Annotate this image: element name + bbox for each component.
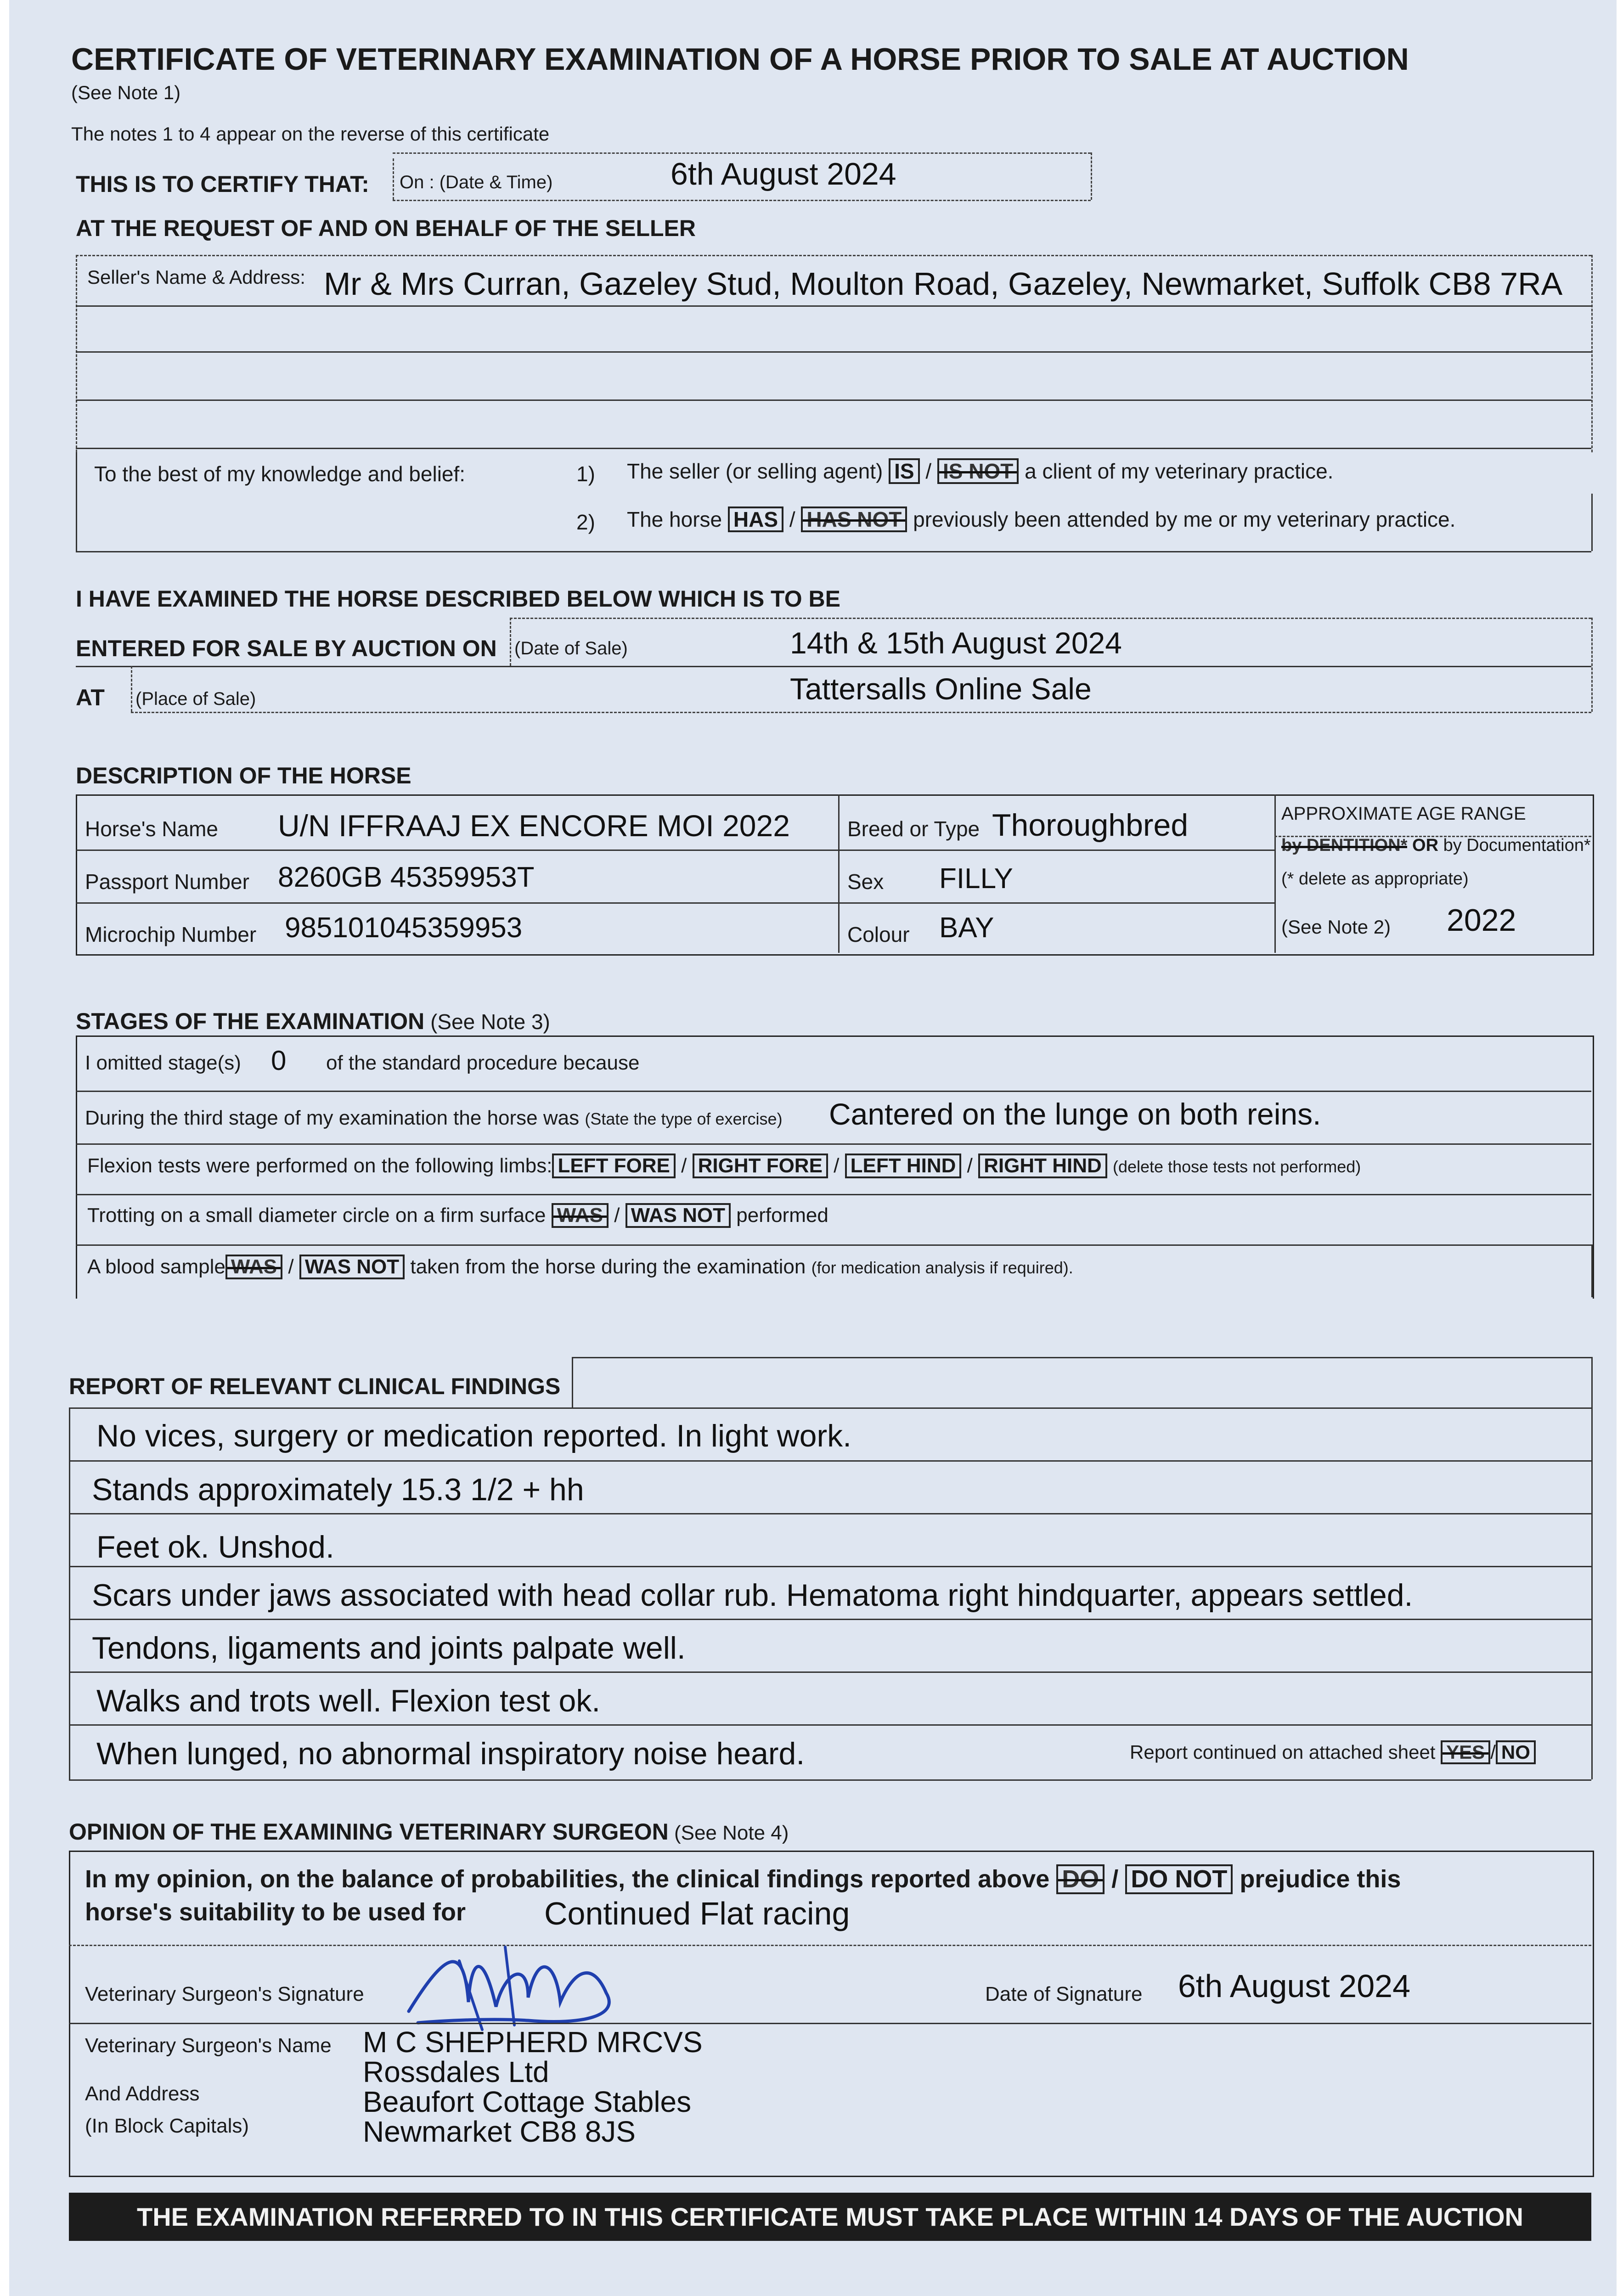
trot-was-not-option[interactable]: WAS NOT [626,1203,731,1228]
blood-sep: / [288,1255,294,1278]
q2-pre: The horse [627,507,722,531]
horse-name-label: Horse's Name [85,817,218,841]
stages-note: (See Note 3) [430,1010,550,1034]
age-method [1281,836,1591,855]
intended-use-value[interactable]: Continued Flat racing [544,1896,850,1931]
footer-banner [69,2193,1591,2241]
vet-address-line-1[interactable]: Rossdales Ltd [363,2055,549,2088]
age-value[interactable]: 2022 [1447,903,1516,938]
q1-number: 1) [576,462,595,486]
at-label: AT [76,685,105,710]
age-range-label: APPROXIMATE AGE RANGE [1281,804,1526,824]
sex-value[interactable]: FILLY [939,863,1013,895]
blood-post: taken from the horse during the examination [410,1255,806,1278]
signature-label: Veterinary Surgeon's Signature [85,1983,364,2005]
q2-number: 2) [576,510,595,534]
certificate-page [9,0,1617,2296]
on-date-label: On : (Date & Time) [400,172,553,192]
certify-label: THIS IS TO CERTIFY THAT: [76,171,369,197]
third-stage-value[interactable]: Cantered on the lunge on both reins. [829,1097,1321,1131]
attended-has-option[interactable]: HAS [728,506,783,532]
finding-line-4[interactable]: Scars under jaws associated with head collar rub. Hematoma right hindquarter, appears settled. [92,1578,1413,1613]
date-of-sale-label: (Date of Sale) [514,638,628,658]
opinion-text-post: prejudice this [1240,1865,1401,1893]
client-is-not-option[interactable]: IS NOT [937,458,1019,484]
finding-line-1[interactable]: No vices, surgery or medication reported. In light work. [96,1418,852,1453]
colour-label: Colour [847,923,910,946]
q2-sep: / [789,507,795,531]
flexion-sep-2: / [834,1154,840,1177]
continued-no-option[interactable]: NO [1496,1740,1536,1764]
q1-sep: / [925,459,932,483]
vet-name-value[interactable]: M C SHEPHERD MRCVS [363,2026,703,2059]
flexion-label: Flexion tests were performed on the following limbs: [87,1154,552,1177]
examined-label: I HAVE EXAMINED THE HORSE DESCRIBED BELOW WHICH IS TO BE [76,586,840,612]
q1-pre: The seller (or selling agent) [627,459,883,483]
opinion-note: (See Note 4) [674,1822,789,1844]
trot-was-option[interactable]: WAS [552,1203,609,1228]
date-of-signature-value[interactable]: 6th August 2024 [1178,1968,1410,2004]
attended-question [627,506,1455,532]
opinion-text-pre: In my opinion, on the balance of probabilities, the clinical findings reported above [85,1865,1050,1893]
continued-sep: / [1490,1741,1496,1763]
age-see-note: (See Note 2) [1281,916,1391,938]
q2-post: previously been attended by me or my veterinary practice. [913,507,1456,531]
seller-label: Seller's Name & Address: [87,266,305,288]
client-question [627,458,1333,484]
flexion-left-hind[interactable]: LEFT HIND [845,1154,962,1178]
blood-was-option[interactable]: WAS [225,1255,282,1279]
sex-label: Sex [847,870,884,894]
stages-heading-row [76,1008,550,1035]
microchip-value[interactable]: 985101045359953 [285,912,523,944]
date-of-signature-label: Date of Signature [985,1983,1143,2005]
opinion-heading-row [69,1818,789,1845]
flexion-row [87,1154,1361,1178]
flexion-right-fore[interactable]: RIGHT FORE [693,1154,828,1178]
footer-banner-text: THE EXAMINATION REFERRED TO IN THIS CERTIFICATE MUST TAKE PLACE WITHIN 14 DAYS OF THE AUCTION [137,2202,1523,2231]
seller-value[interactable]: Mr & Mrs Curran, Gazeley Stud, Moulton Road, Gazeley, Newmarket, Suffolk CB8 7RA [324,266,1563,302]
knowledge-label: To the best of my knowledge and belief: [94,462,466,486]
age-delete-note: (* delete as appropriate) [1281,869,1469,889]
exam-date-value[interactable]: 6th August 2024 [671,157,896,191]
date-of-sale-value[interactable]: 14th & 15th August 2024 [790,626,1122,660]
flexion-note: (delete those tests not performed) [1112,1157,1361,1176]
blood-row [87,1255,1073,1279]
opinion-sep: / [1111,1865,1119,1893]
third-stage-label: During the third stage of my examination the horse was [85,1107,580,1129]
omitted-row [85,1052,241,1075]
opinion-statement [85,1864,1401,1894]
vet-name-label: Veterinary Surgeon's Name [85,2034,332,2057]
omitted-value[interactable]: 0 [271,1045,287,1076]
continued-row [1130,1740,1536,1764]
certificate-title: CERTIFICATE OF VETERINARY EXAMINATION OF A HORSE PRIOR TO SALE AT AUCTION [71,42,1409,77]
flexion-sep-3: / [967,1154,973,1177]
continued-yes-option[interactable]: YES [1441,1740,1490,1764]
flexion-left-fore[interactable]: LEFT FORE [552,1154,675,1178]
blood-note: (for medication analysis if required). [811,1258,1073,1277]
client-is-option[interactable]: IS [889,458,919,484]
finding-line-5[interactable]: Tendons, ligaments and joints palpate well. [92,1631,686,1666]
place-of-sale-value[interactable]: Tattersalls Online Sale [790,672,1092,706]
finding-line-2[interactable]: Stands approximately 15.3 1/2 + hh [92,1472,584,1507]
finding-line-3[interactable]: Feet ok. Unshod. [96,1530,334,1564]
description-heading: DESCRIPTION OF THE HORSE [76,763,411,788]
breed-value[interactable]: Thoroughbred [992,808,1189,843]
omitted-pre: I omitted stage(s) [85,1052,241,1074]
continued-label: Report continued on attached sheet [1130,1741,1436,1763]
finding-line-6[interactable]: Walks and trots well. Flexion test ok. [96,1683,601,1718]
colour-value[interactable]: BAY [939,912,994,944]
trot-post: performed [736,1204,828,1227]
opinion-heading: OPINION OF THE EXAMINING VETERINARY SURGEON [69,1819,669,1845]
attended-has-not-option[interactable]: HAS NOT [801,506,907,532]
vet-address-label: And Address [85,2082,200,2105]
findings-heading: REPORT OF RELEVANT CLINICAL FINDINGS [69,1373,561,1399]
blood-pre: A blood sample [87,1255,225,1278]
microchip-label: Microchip Number [85,923,257,946]
third-stage-note: (State the type of exercise) [585,1109,783,1128]
flexion-right-hind[interactable]: RIGHT HIND [978,1154,1107,1178]
age-by-dentition[interactable]: by DENTITION* [1281,836,1408,855]
omitted-post: of the standard procedure because [326,1052,640,1074]
finding-line-7[interactable]: When lunged, no abnormal inspiratory noise heard. [96,1736,805,1771]
flexion-sep-1: / [681,1154,687,1177]
see-note-1: (See Note 1) [71,82,181,103]
q1-post: a client of my veterinary practice. [1025,459,1334,483]
trot-sep: / [614,1204,620,1227]
third-stage-row [85,1107,783,1130]
place-of-sale-label: (Place of Sale) [135,689,256,709]
age-or: OR [1412,836,1439,855]
horse-name-value[interactable]: U/N IFFRAAJ EX ENCORE MOI 2022 [278,809,790,843]
age-by-documentation[interactable]: by Documentation* [1443,836,1591,855]
vet-address-line-2[interactable]: Beaufort Cottage Stables [363,2085,692,2118]
blood-was-not-option[interactable]: WAS NOT [299,1255,405,1279]
entered-label: ENTERED FOR SALE BY AUCTION ON [76,636,497,661]
opinion-do-not-option[interactable]: DO NOT [1125,1864,1233,1894]
trot-row [87,1203,828,1228]
notes-line: The notes 1 to 4 appear on the reverse of this certificate [71,123,550,145]
stages-heading: STAGES OF THE EXAMINATION [76,1008,425,1034]
passport-value[interactable]: 8260GB 45359953T [278,861,535,893]
breed-label: Breed or Type [847,817,980,841]
vet-capitals-label: (In Block Capitals) [85,2115,249,2137]
trot-pre: Trotting on a small diameter circle on a firm surface [87,1204,546,1227]
opinion-do-option[interactable]: DO [1056,1864,1105,1894]
request-label: AT THE REQUEST OF AND ON BEHALF OF THE SELLER [76,215,696,241]
vet-address-line-3[interactable]: Newmarket CB8 8JS [363,2115,636,2148]
passport-label: Passport Number [85,870,249,894]
opinion-text-line2: horse's suitability to be used for [85,1898,466,1926]
